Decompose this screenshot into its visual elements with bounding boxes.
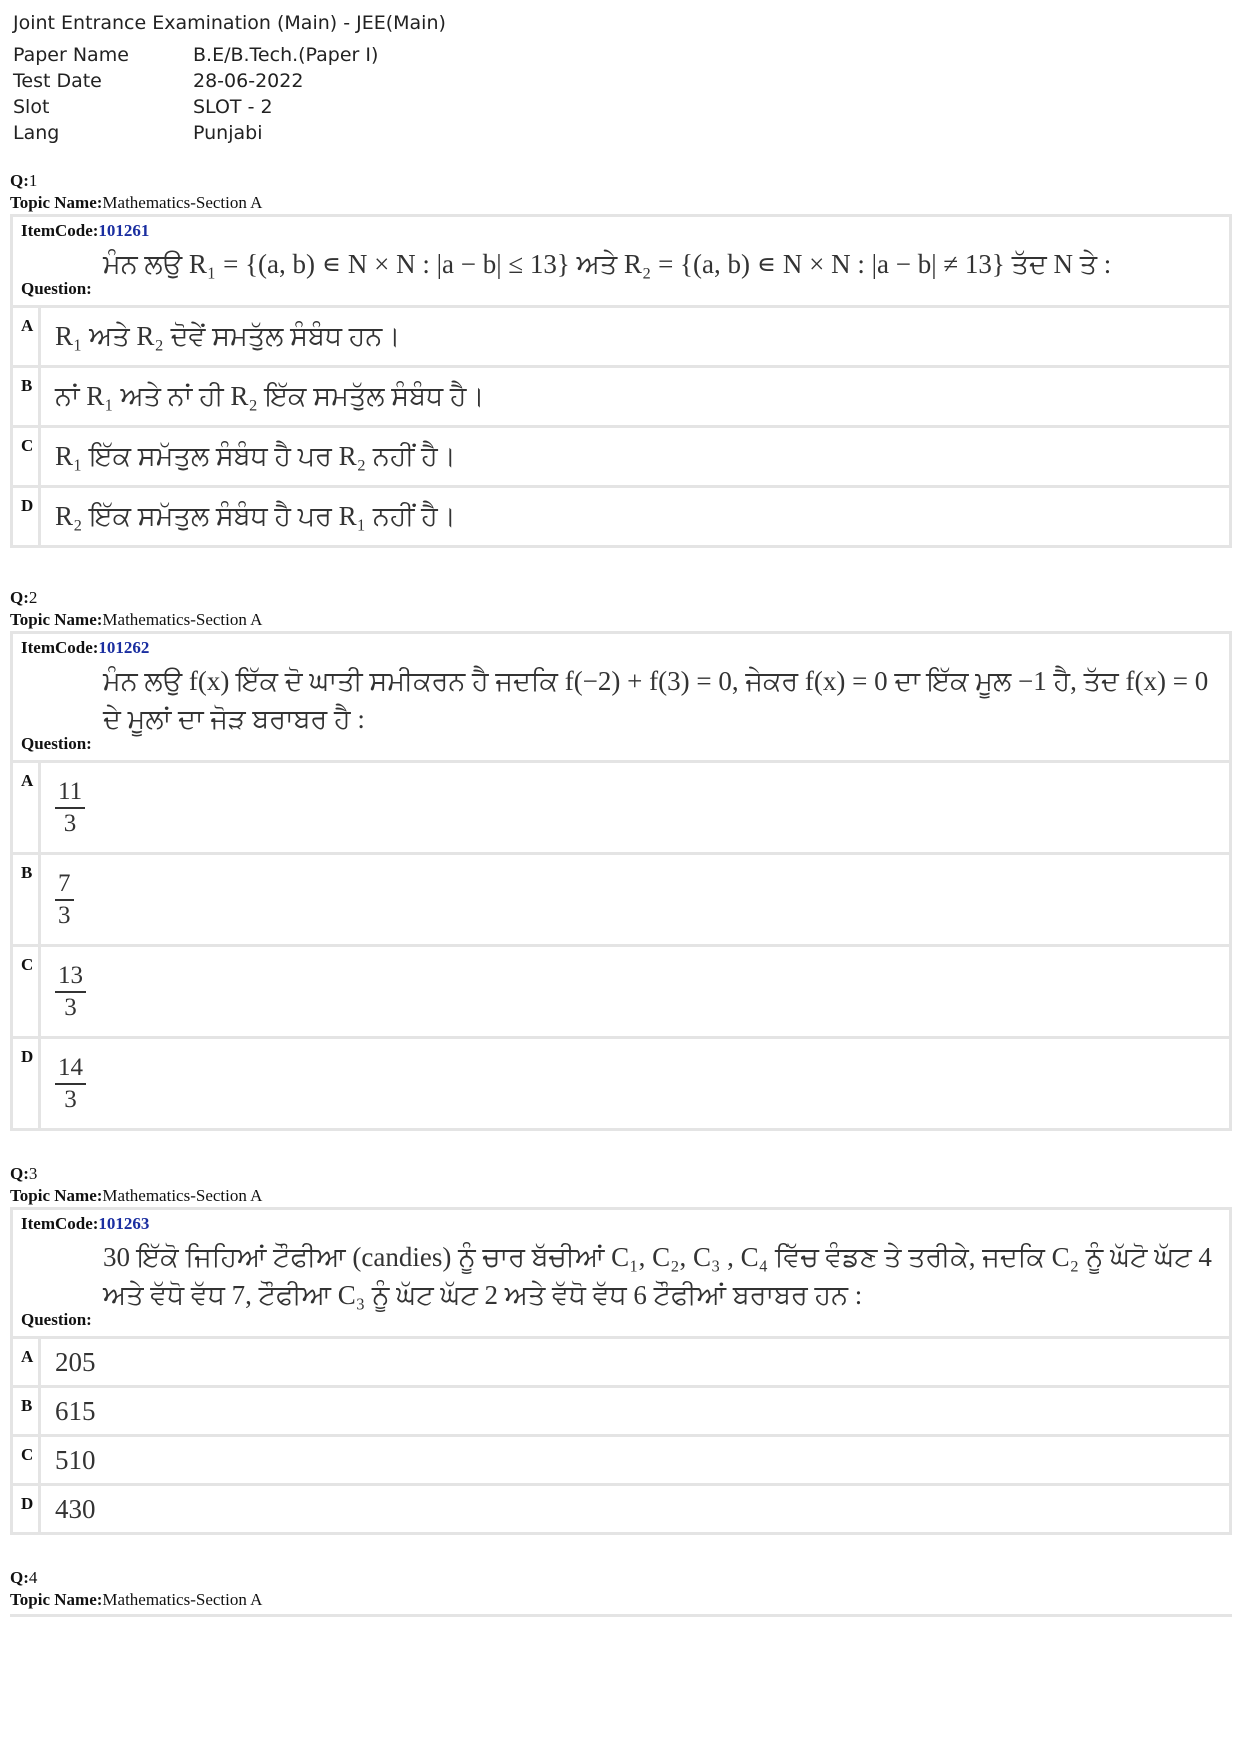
option-d[interactable] (13, 1039, 1229, 1128)
denominator: 3 (64, 1085, 77, 1113)
question-box-top-border (10, 1614, 1232, 1617)
question-number: Q:3 (10, 1164, 38, 1183)
option-text (41, 1039, 1229, 1128)
question-box (10, 631, 1232, 1131)
fraction (55, 869, 74, 931)
option-d[interactable] (13, 1486, 1229, 1532)
question-1 (10, 170, 1232, 548)
option-text: 615 (55, 1395, 96, 1426)
option-letter: A (13, 1339, 41, 1385)
option-text (41, 855, 1229, 944)
option-text (41, 947, 1229, 1036)
option-c[interactable] (13, 947, 1229, 1039)
numerator: 14 (55, 1053, 86, 1085)
option-letter: D (13, 488, 41, 545)
numerator: 11 (55, 777, 85, 809)
question-header (13, 217, 1229, 308)
option-text: R₁ ਅਤੇ R₂ ਦੋਵੇਂ ਸਮਤੁੱਲ ਸੰਬੰਧ ਹਨ। (55, 320, 401, 351)
meta-key: Slot (13, 96, 50, 118)
option-c[interactable] (13, 428, 1229, 488)
option-letter: D (13, 1039, 41, 1128)
question-text: ਮੰਨ ਲਉ f(x) ਇੱਕ ਦੋ ਘਾਤੀ ਸਮੀਕਰਨ ਹੈ ਜਦਕਿ f(−2) + f(3) = 0, ਜੇਕਰ f(x) = 0 ਦਾ ਇੱਕ ਮੂਲ −1 ਹੈ, ਤੱਦ f(x) = 0 ਦੇ ਮੂਲਾਂ ਦਾ ਜੋੜ ਬਰਾਬਰ ਹੈ : (103, 666, 1209, 734)
option-text: 430 (55, 1493, 96, 1524)
option-a[interactable] (13, 763, 1229, 855)
meta-row-paper-name (13, 42, 378, 68)
denominator: 3 (64, 993, 77, 1021)
option-a[interactable] (13, 1339, 1229, 1388)
denominator: 3 (58, 901, 71, 929)
meta-value: 28-06-2022 (193, 70, 304, 92)
option-text: R₂ ਇੱਕ ਸਮੱਤੁਲ ਸੰਬੰਧ ਹੈ ਪਰ R₁ ਨਹੀਂ ਹੈ। (55, 500, 456, 531)
topic-name: Topic Name:Mathematics-Section A (10, 1186, 263, 1205)
question-number: Q:2 (10, 588, 38, 607)
meta-row-slot (13, 94, 378, 120)
meta-key: Test Date (13, 70, 102, 92)
topic-name: Topic Name:Mathematics-Section A (10, 610, 263, 629)
option-text: ਨਾਂ R₁ ਅਤੇ ਨਾਂ ਹੀ R₂ ਇੱਕ ਸਮਤੁੱਲ ਸੰਬੰਧ ਹੈ। (55, 380, 485, 411)
question-label: Question: (21, 279, 92, 298)
question-box (10, 214, 1232, 548)
option-text: 205 (55, 1346, 96, 1377)
option-b[interactable] (13, 855, 1229, 947)
option-letter: B (13, 1388, 41, 1434)
question-text: 30 ਇੱਕੋ ਜਿਹਿਆਂ ਟੌਫੀਆ (candies) ਨੂੰ ਚਾਰ ਬੱਚੀਆਂ C₁, C₂, C₃ , C₄ ਵਿੱਚ ਵੰਡਣ ਤੇ ਤਰੀਕੇ, ਜਦਕਿ C₂ ਨੂੰ ਘੱਟੋ ਘੱਟ 4 ਅਤੇ ਵੱਧੋ ਵੱਧ 7, ਟੌਫੀਆ C₃ ਨੂੰ ਘੱਟ ਘੱਟ 2 ਅਤੇ ਵੱਧੋ ਵੱਧ 6 ਟੌਫੀਆਂ ਬਰਾਬਰ ਹਨ : (103, 1242, 1212, 1310)
option-b[interactable] (13, 368, 1229, 428)
option-letter: A (13, 308, 41, 365)
question-3 (10, 1163, 1232, 1535)
option-letter: B (13, 368, 41, 425)
question-box (10, 1207, 1232, 1535)
option-a[interactable] (13, 308, 1229, 368)
fraction (55, 1053, 86, 1115)
meta-row-lang (13, 120, 378, 146)
option-letter: C (13, 1437, 41, 1483)
question-number: Q:1 (10, 171, 38, 190)
question-header (13, 1210, 1229, 1339)
meta-key: Lang (13, 122, 60, 144)
option-d[interactable] (13, 488, 1229, 545)
numerator: 13 (55, 961, 86, 993)
question-2 (10, 587, 1232, 1131)
option-letter: B (13, 855, 41, 944)
question-4 (10, 1567, 1232, 1611)
option-letter: C (13, 428, 41, 485)
exam-title: Joint Entrance Examination (Main) - JEE(Main) (13, 12, 446, 34)
question-label: Question: (21, 1310, 92, 1329)
question-header (13, 634, 1229, 763)
option-letter: D (13, 1486, 41, 1532)
meta-row-test-date (13, 68, 378, 94)
fraction (55, 777, 85, 839)
option-letter: C (13, 947, 41, 1036)
topic-name: Topic Name:Mathematics-Section A (10, 1590, 263, 1609)
item-code: ItemCode:101263 (21, 1214, 150, 1233)
paper-meta (13, 42, 378, 146)
question-text: ਮੰਨ ਲਉ R₁ = {(a, b) ∊ N × N : |a − b| ≤ 13} ਅਤੇ R₂ = {(a, b) ∊ N × N : |a − b| ≠ 13} ਤੱਦ N ਤੇ : (103, 249, 1112, 279)
option-letter: A (13, 763, 41, 852)
question-number: Q:4 (10, 1568, 38, 1587)
meta-value: SLOT - 2 (193, 96, 273, 118)
meta-value: B.E/B.Tech.(Paper I) (193, 44, 379, 66)
denominator: 3 (63, 809, 77, 837)
option-text: 510 (55, 1444, 96, 1475)
item-code: ItemCode:101261 (21, 221, 150, 240)
option-c[interactable] (13, 1437, 1229, 1486)
topic-name: Topic Name:Mathematics-Section A (10, 193, 263, 212)
fraction (55, 961, 86, 1023)
meta-value: Punjabi (193, 122, 263, 144)
option-b[interactable] (13, 1388, 1229, 1437)
option-text: R₁ ਇੱਕ ਸਮੱਤੁਲ ਸੰਬੰਧ ਹੈ ਪਰ R₂ ਨਹੀਂ ਹੈ। (55, 440, 456, 471)
meta-key: Paper Name (13, 44, 129, 66)
question-label: Question: (21, 734, 92, 753)
numerator: 7 (55, 869, 74, 901)
option-text (41, 763, 1229, 852)
item-code: ItemCode:101262 (21, 638, 150, 657)
